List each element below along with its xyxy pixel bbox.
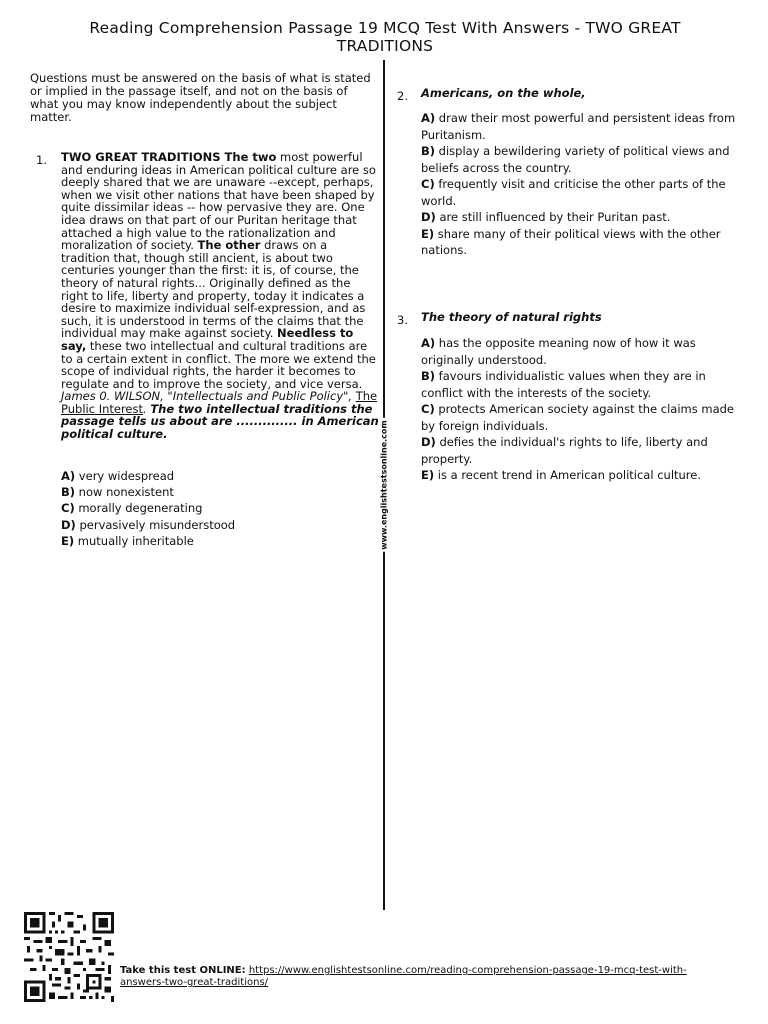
- option-c[interactable]: [421, 176, 739, 209]
- question-3-stem: The theory of natural rights: [421, 310, 602, 324]
- option-text: protects American society against the claims made by foreign individuals.: [421, 402, 735, 433]
- question-2-number: 2.: [397, 89, 408, 103]
- citation-journal-part-1: The: [355, 389, 378, 404]
- option-e[interactable]: [61, 533, 361, 549]
- question-3-options: [421, 335, 739, 484]
- question-3-number: 3.: [397, 313, 408, 327]
- watermark-text: www.englishtestsonline.com: [379, 420, 389, 550]
- passage-bold-3: Needless to say,: [61, 326, 354, 353]
- question-1-passage: [61, 151, 379, 441]
- instructions: Questions must be answered on the basis of what is stated or implied in the passage itself, and not on the basis of what you may know independently about the subject matter.: [30, 71, 371, 124]
- option-text: now nonexistent: [75, 485, 174, 500]
- option-letter: B): [61, 485, 76, 500]
- passage-text-2: draws on a tradition that, though still ancient, is about two centuries younger than the first: it is, of course, the theory of natural rights... Originally defined as the right to life, liberty and property, today it indicates a desire to maximize individual self-expression, and as such, it is understood in terms of the claims that the individual may make against society.: [61, 238, 366, 341]
- option-text: share many of their political views with the other nations.: [421, 226, 721, 257]
- option-letter: D): [61, 517, 76, 532]
- passage-bold-2: The other: [197, 238, 261, 253]
- option-c[interactable]: [61, 500, 361, 516]
- citation-author: James 0. WILSON, "Intellectuals and Public Policy",: [61, 389, 356, 404]
- option-c[interactable]: [421, 401, 739, 434]
- option-text: very widespread: [75, 469, 175, 483]
- question-2-stem: Americans, on the whole,: [421, 86, 586, 100]
- option-letter: B): [421, 144, 436, 158]
- option-b[interactable]: [421, 368, 739, 401]
- option-a[interactable]: [61, 468, 361, 484]
- option-text: mutually inheritable: [74, 533, 194, 548]
- option-letter: E): [421, 468, 435, 482]
- passage-bold-1: TWO GREAT TRADITIONS The two: [61, 150, 277, 164]
- question-1-stem: The two intellectual traditions the passage tells us about are .............. in American political culture.: [61, 401, 379, 442]
- option-letter: C): [421, 402, 435, 416]
- option-e[interactable]: [421, 467, 739, 484]
- qr-code-icon[interactable]: [24, 912, 114, 1002]
- passage-text-3: these two intellectual and cultural traditions are to a certain extent in conflict. The more we extend the scope of individual rights, the harder it becomes to regulate and to improve the society, and vice versa.: [61, 338, 376, 391]
- passage-text-1: most powerful and enduring ideas in American political culture are so deeply shared that we are unaware --except, perhaps, when we visit other nations that have been shaped by quite dissimilar ideas -- how pervasive they are. One idea draws on that part of our Puritan heritage that attached a high value to the rationalization and moralization of society.: [61, 150, 376, 253]
- option-b[interactable]: [421, 143, 739, 176]
- page-title: Reading Comprehension Passage 19 MCQ Test With Answers - TWO GREAT TRADITIONS: [89, 19, 681, 55]
- option-text: favours individualistic values when they are in conflict with the interests of the society.: [421, 369, 706, 400]
- option-text: are still influenced by their Puritan past.: [435, 210, 671, 224]
- option-d[interactable]: [61, 517, 361, 533]
- option-text: frequently visit and criticise the other parts of the world.: [421, 177, 726, 208]
- citation-journal-part-2: Public Interest: [61, 401, 144, 416]
- option-d[interactable]: [421, 434, 739, 467]
- option-text: draw their most powerful and persistent ideas from Puritanism.: [421, 111, 736, 142]
- option-text: is a recent trend in American political culture.: [434, 468, 702, 482]
- option-letter: B): [421, 369, 436, 383]
- option-a[interactable]: [421, 110, 739, 143]
- option-letter: A): [421, 111, 436, 125]
- option-a[interactable]: [421, 335, 739, 368]
- option-e[interactable]: [421, 226, 739, 259]
- question-1-options: [61, 468, 361, 549]
- footer: [120, 965, 700, 989]
- option-d[interactable]: [421, 209, 739, 226]
- test-link[interactable]: https://www.englishtestsonline.com/reading-comprehension-passage-19-mcq-test-with-answers-two-great-traditions/: [120, 965, 687, 988]
- option-letter: E): [421, 226, 435, 241]
- option-letter: A): [421, 336, 436, 350]
- question-2-options: [421, 110, 739, 259]
- option-letter: D): [421, 210, 436, 224]
- option-text: pervasively misunderstood: [75, 517, 236, 532]
- option-text: morally degenerating: [74, 501, 203, 516]
- option-letter: E): [61, 533, 75, 548]
- option-letter: D): [421, 435, 436, 449]
- question-1-number: 1.: [36, 153, 47, 167]
- option-text: defies the individual's rights to life, liberty and property.: [421, 435, 708, 466]
- option-letter: A): [61, 469, 76, 483]
- option-letter: C): [61, 501, 75, 516]
- option-text: display a bewildering variety of political views and beliefs across the country.: [421, 144, 730, 175]
- option-b[interactable]: [61, 484, 361, 500]
- option-text: has the opposite meaning now of how it was originally understood.: [421, 336, 696, 367]
- footer-label: Take this test ONLINE:: [120, 965, 246, 976]
- option-letter: C): [421, 177, 435, 191]
- citation-end: .: [143, 401, 151, 416]
